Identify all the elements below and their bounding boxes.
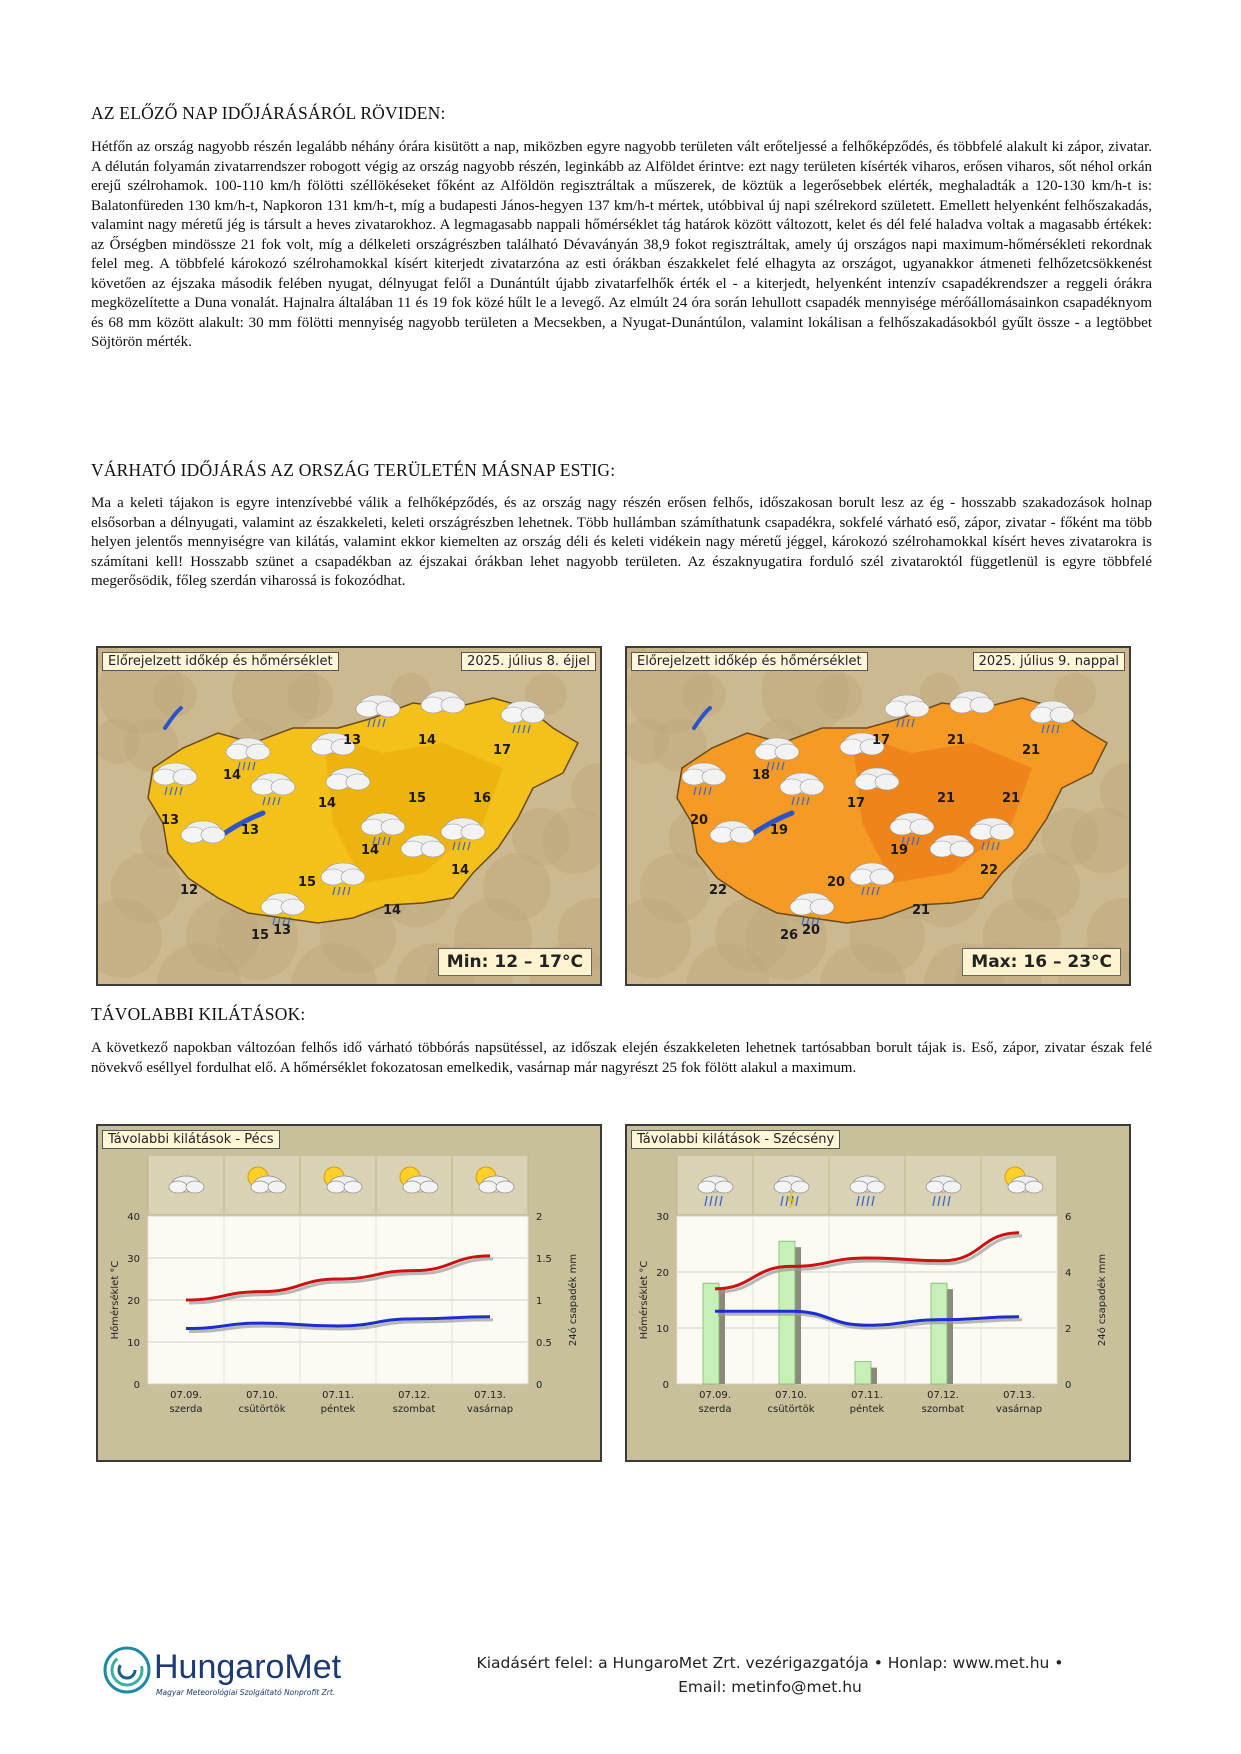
y-tick-label: 30 <box>127 1254 140 1265</box>
map-temp-label: 20 <box>802 923 821 938</box>
map-temp-label: 15 <box>408 791 427 806</box>
map-temp-label: 17 <box>872 733 891 748</box>
map-temp-label: 26 <box>780 928 799 943</box>
prev-day-heading: AZ ELŐZŐ NAP IDŐJÁRÁSÁRÓL RÖVIDEN: <box>91 103 446 123</box>
precip-bar <box>931 1283 947 1384</box>
map-temp-label: 20 <box>827 875 846 890</box>
x-tick-day: péntek <box>849 1404 885 1415</box>
y-tick-label: 20 <box>127 1296 140 1307</box>
y-tick-label: 0 <box>133 1380 140 1391</box>
map-temp-label: 22 <box>709 883 728 898</box>
x-tick-day: vasárnap <box>466 1404 514 1415</box>
map-temp-label: 14 <box>418 733 437 748</box>
map-temp-label: 15 <box>298 875 317 890</box>
map-temp-label: 21 <box>1022 743 1041 758</box>
y2-tick-label: 4 <box>1065 1268 1072 1279</box>
map-temp-label: 13 <box>343 733 362 748</box>
map-temp-label: 13 <box>161 813 180 828</box>
y-tick-label: 10 <box>656 1324 669 1335</box>
y2-tick-label: 2 <box>536 1212 543 1223</box>
prev-day-text: Hétfőn az ország nagyobb részén legalább néhány órára kisütött a nap, miközben egyre nagyobb területen vált erőteljessé a felhőképződés, és többfelé alakult ki zápor, zivatar. A délután folyamán zivatarrendszer robogott végig az ország nagyobb részén, leginkább az Alföldet érintve: ezt nagy területen kísérték viharos, erősen viharos, sőt néhol orkán erejű szélrohamok. 100-110 km/h fölötti széllökéseket főként az Alföldön regisztráltak a műszerek, de köztük a legerősebbek elérték, meghaladták a 120-130 km/h-t is: Balatonfüreden 130 km/h-t, Napkoron 131 km/h-t, míg a budapesti János-hegyen 137 km/h-t mértek, utóbbival új napi szélrekord született. Emellett helyenként felhőszakadás, valamint nagy méretű jég is társult a heves zivatarokhoz. A legmagasabb nappali hőmérséklet tág határok között változott, kelet és dél felé haladva voltak a magasabb értékek: az Őrségben mindössze 21 fok volt, míg a délkeleti országrészben található Dévaványán 38,9 fokot regisztráltak, amely új országos napi maximum-hőmérsékleti rekordnak felel meg. A többfelé károkozó szélrohamokkal kísért kiterjedt zivatarzóna az esti órákban északkelet felé elhagyta az országot, ugyanakkor átmeneti felhőzetcsökkenést követően az éjszaka második felében nyugat, délnyugat felől a Dunántúlt újabb zivatarfelhők érték el - a kiterjedt, helyenként intenzív csapadékrendszer a reggeli órákra megközelítette a Duna vonalát. Hajnalra általában 11 és 19 fok közé hűlt le a levegő. Az elmúlt 24 óra során lehullott csapadék mennyisége mérőállomásainkon csapadéknyom és 68 mm között alakult: 30 mm fölötti mennyiség nagyobb területen a Mecsekben, a Nyugat-Dunántúlon, valamint lokálisan a felhőszakadásokból gyűlt össze - a legtöbbet Söjtörön mérték. <box>91 139 1152 350</box>
chart-szecseny-title: Távolabbi kilátások - Szécsény <box>631 1130 840 1149</box>
map-temp-label: 21 <box>912 903 931 918</box>
map-temp-label: 21 <box>937 791 956 806</box>
footer-info <box>430 1651 1110 1699</box>
forecast-text: Ma a keleti tájakon is egyre intenzívebbé válik a felhőképződés, és az ország nagy részén erősen felhős, időszakosan borult lesz az ég - hosszabb szakadozások holnap elsősorban a délnyugati, valamint az északkeleti, keleti országrészben lehetnek. Több hullámban számíthatunk csapadékra, sokfelé várható eső, zápor, zivatar - főként ma több helyen jelentős mennyiségre van kilátás, valamint ekkor kiemelten az ország déli és keleti vidékein nagy méretű jéggel, károkozó szélrohamokkal kísért heves zivatarokra is számítani kell! Hosszabb szünet a csapadékban az éjszakai órákban lehet nagyobb területen. Az északnyugatira forduló szél zivataroktól függetlenül is egyre többfelé megerősödik, főleg szerdán viharossá is fokozódhat. <box>91 495 1152 589</box>
x-tick-date: 07.12. <box>398 1390 430 1401</box>
chart-pecs-graphic <box>98 1126 602 1462</box>
outlook-text: A következő napokban változóan felhős idő várható többórás napsütéssel, az időszak elején északkeleten lehetnek tartósabban borult tájak is. Eső, zápor, zivatar észak felé növekvő eséllyel fordulhat elő. A hőmérséklet fokozatosan emelkedik, vasárnap már nagyrészt 25 fok fölött alakul a maximum. <box>91 1040 1152 1076</box>
map-day-date: 2025. július 9. nappal <box>973 652 1125 671</box>
map-temp-label: 21 <box>1002 791 1021 806</box>
map-temp-label: 19 <box>770 823 789 838</box>
y2-tick-label: 6 <box>1065 1212 1072 1223</box>
forecast-section <box>91 460 1152 592</box>
y2-tick-label: 0 <box>536 1380 543 1391</box>
map-temp-label: 20 <box>690 813 709 828</box>
outlook-heading: TÁVOLABBI KILÁTÁSOK: <box>91 1004 306 1024</box>
outlook-chart-szecseny <box>625 1124 1131 1462</box>
x-tick-date: 07.11. <box>851 1390 883 1401</box>
map-temp-label: 18 <box>752 768 771 783</box>
map-temp-label: 14 <box>451 863 470 878</box>
map-temp-label: 16 <box>473 791 492 806</box>
precip-bar <box>855 1362 871 1384</box>
y2-tick-label: 1 <box>536 1296 543 1307</box>
x-tick-date: 07.13. <box>474 1390 506 1401</box>
map-temp-label: 17 <box>847 796 866 811</box>
y2-tick-label: 1.5 <box>536 1254 552 1265</box>
map-temp-label: 14 <box>383 903 402 918</box>
x-tick-day: péntek <box>320 1404 356 1415</box>
map-temp-label: 13 <box>273 923 292 938</box>
map-temp-label: 14 <box>223 768 242 783</box>
y-axis-label: Hőmérséklet °C <box>110 1260 121 1340</box>
x-tick-day: szerda <box>698 1404 732 1415</box>
y2-axis-label: 24ó csapadék mm <box>568 1253 579 1347</box>
map-temp-label: 12 <box>180 883 199 898</box>
y-tick-label: 0 <box>662 1380 669 1391</box>
y-tick-label: 10 <box>127 1338 140 1349</box>
map-temp-label: 15 <box>251 928 270 943</box>
x-tick-date: 07.12. <box>927 1390 959 1401</box>
y-tick-label: 20 <box>656 1268 669 1279</box>
x-tick-date: 07.13. <box>1003 1390 1035 1401</box>
y2-tick-label: 0.5 <box>536 1338 552 1349</box>
map-temp-label: 14 <box>361 843 380 858</box>
map-temp-label: 14 <box>318 796 337 811</box>
map-temp-label: 21 <box>947 733 966 748</box>
chart-pecs-title: Távolabbi kilátások - Pécs <box>102 1130 280 1149</box>
map-day-range: Max: 16 – 23°C <box>962 948 1121 976</box>
x-tick-day: szombat <box>392 1404 436 1415</box>
y2-axis-label: 24ó csapadék mm <box>1097 1253 1108 1347</box>
x-tick-date: 07.09. <box>699 1390 731 1401</box>
x-tick-day: csütörtök <box>767 1404 815 1415</box>
footer-line2: Email: metinfo@met.hu <box>678 1678 862 1696</box>
x-tick-date: 07.10. <box>246 1390 278 1401</box>
x-tick-date: 07.09. <box>170 1390 202 1401</box>
map-night-range: Min: 12 – 17°C <box>438 948 592 976</box>
hungaromet-logo <box>100 1642 360 1702</box>
map-temp-label: 17 <box>493 743 512 758</box>
y-tick-label: 30 <box>656 1212 669 1223</box>
x-tick-day: vasárnap <box>995 1404 1043 1415</box>
x-tick-day: szombat <box>921 1404 965 1415</box>
logo-text: HungaroMet <box>154 1648 342 1686</box>
x-tick-day: szerda <box>169 1404 203 1415</box>
y-axis-label: Hőmérséklet °C <box>639 1260 650 1340</box>
map-day-title: Előrejelzett időkép és hőmérséklet <box>631 652 868 671</box>
map-temp-label: 19 <box>890 843 909 858</box>
outlook-chart-pecs <box>96 1124 602 1462</box>
prev-day-section <box>91 103 1152 353</box>
y2-tick-label: 2 <box>1065 1324 1072 1335</box>
x-tick-date: 07.11. <box>322 1390 354 1401</box>
y2-tick-label: 0 <box>1065 1380 1072 1391</box>
logo-subtext: Magyar Meteorológiai Szolgáltató Nonprofit Zrt. <box>156 1688 336 1697</box>
forecast-map-night <box>96 646 602 986</box>
chart-szecseny-graphic <box>627 1126 1131 1462</box>
precip-bar <box>703 1283 719 1384</box>
forecast-map-day <box>625 646 1131 986</box>
map-night-date: 2025. július 8. éjjel <box>461 652 596 671</box>
outlook-section <box>91 1004 1152 1078</box>
forecast-heading: VÁRHATÓ IDŐJÁRÁS AZ ORSZÁG TERÜLETÉN MÁSNAP ESTIG: <box>91 460 616 480</box>
y-tick-label: 40 <box>127 1212 140 1223</box>
x-tick-date: 07.10. <box>775 1390 807 1401</box>
map-temp-label: 22 <box>980 863 999 878</box>
footer-line1: Kiadásért felel: a HungaroMet Zrt. vezérigazgatója • Honlap: www.met.hu • <box>476 1654 1064 1672</box>
map-temp-label: 13 <box>241 823 260 838</box>
map-night-title: Előrejelzett időkép és hőmérséklet <box>102 652 339 671</box>
logo-swirl-icon <box>105 1648 149 1692</box>
x-tick-day: csütörtök <box>238 1404 286 1415</box>
